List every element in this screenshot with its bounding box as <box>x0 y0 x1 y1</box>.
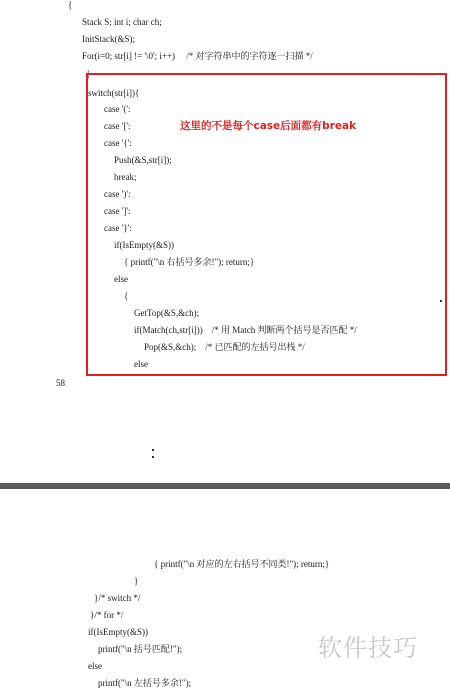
code-line: case ')': <box>104 189 131 199</box>
code-line: { printf("\n 对应的左右括号不同类!"); return;} <box>154 559 330 569</box>
code-line: }/* switch */ <box>94 593 141 603</box>
code-line: else <box>114 274 128 284</box>
code-line: { <box>68 0 73 10</box>
page-number: 58 <box>56 378 65 388</box>
code-line: { <box>124 291 129 301</box>
annotation-label: 这里的不是每个case后面都有break <box>180 120 357 132</box>
code-line: printf("\n 括号匹配!"); <box>98 644 183 654</box>
speck-mark <box>440 300 442 302</box>
watermark-text: 软件技巧 <box>318 634 418 662</box>
code-line: }/* for */ <box>90 610 124 620</box>
code-line: switch(str[i]){ <box>88 88 140 98</box>
code-line: case '{': <box>104 138 132 148</box>
code-line: Push(&S,str[i]); <box>114 155 172 165</box>
code-line: case '}': <box>104 223 132 233</box>
code-line: if(IsEmpty(&S)) <box>88 627 148 637</box>
code-line: For(i=0; str[i] != '\0'; i++) /* 对字符串中的字符逐一扫描 */ <box>82 51 313 61</box>
code-line: break; <box>114 172 137 182</box>
code-line: GetTop(&S,&ch); <box>134 308 200 318</box>
code-line: case ']': <box>104 206 131 216</box>
code-line: InitStack(&S); <box>82 34 135 44</box>
code-line: case '[': <box>104 121 131 131</box>
code-line: } <box>134 576 139 586</box>
code-line: if(IsEmpty(&S)) <box>114 240 174 250</box>
code-line: Pop(&S,&ch); /* 已匹配的左括号出栈 */ <box>144 342 305 352</box>
code-line: { printf("\n 右括号多余!"); return;} <box>124 257 255 267</box>
code-line: { <box>86 69 91 79</box>
speck-mark <box>152 449 154 451</box>
code-line: printf("\n 左括号多余!"); <box>98 678 192 688</box>
code-line: else <box>134 359 148 369</box>
speck-mark <box>152 456 154 458</box>
code-line: if(Match(ch,str[i])) /* 用 Match 判断两个括号是否匹配 */ <box>134 325 357 335</box>
page-divider <box>0 483 450 489</box>
code-line: else <box>88 661 102 671</box>
code-line: case '(': <box>104 104 131 114</box>
code-line: Stack S; int i; char ch; <box>82 17 162 27</box>
